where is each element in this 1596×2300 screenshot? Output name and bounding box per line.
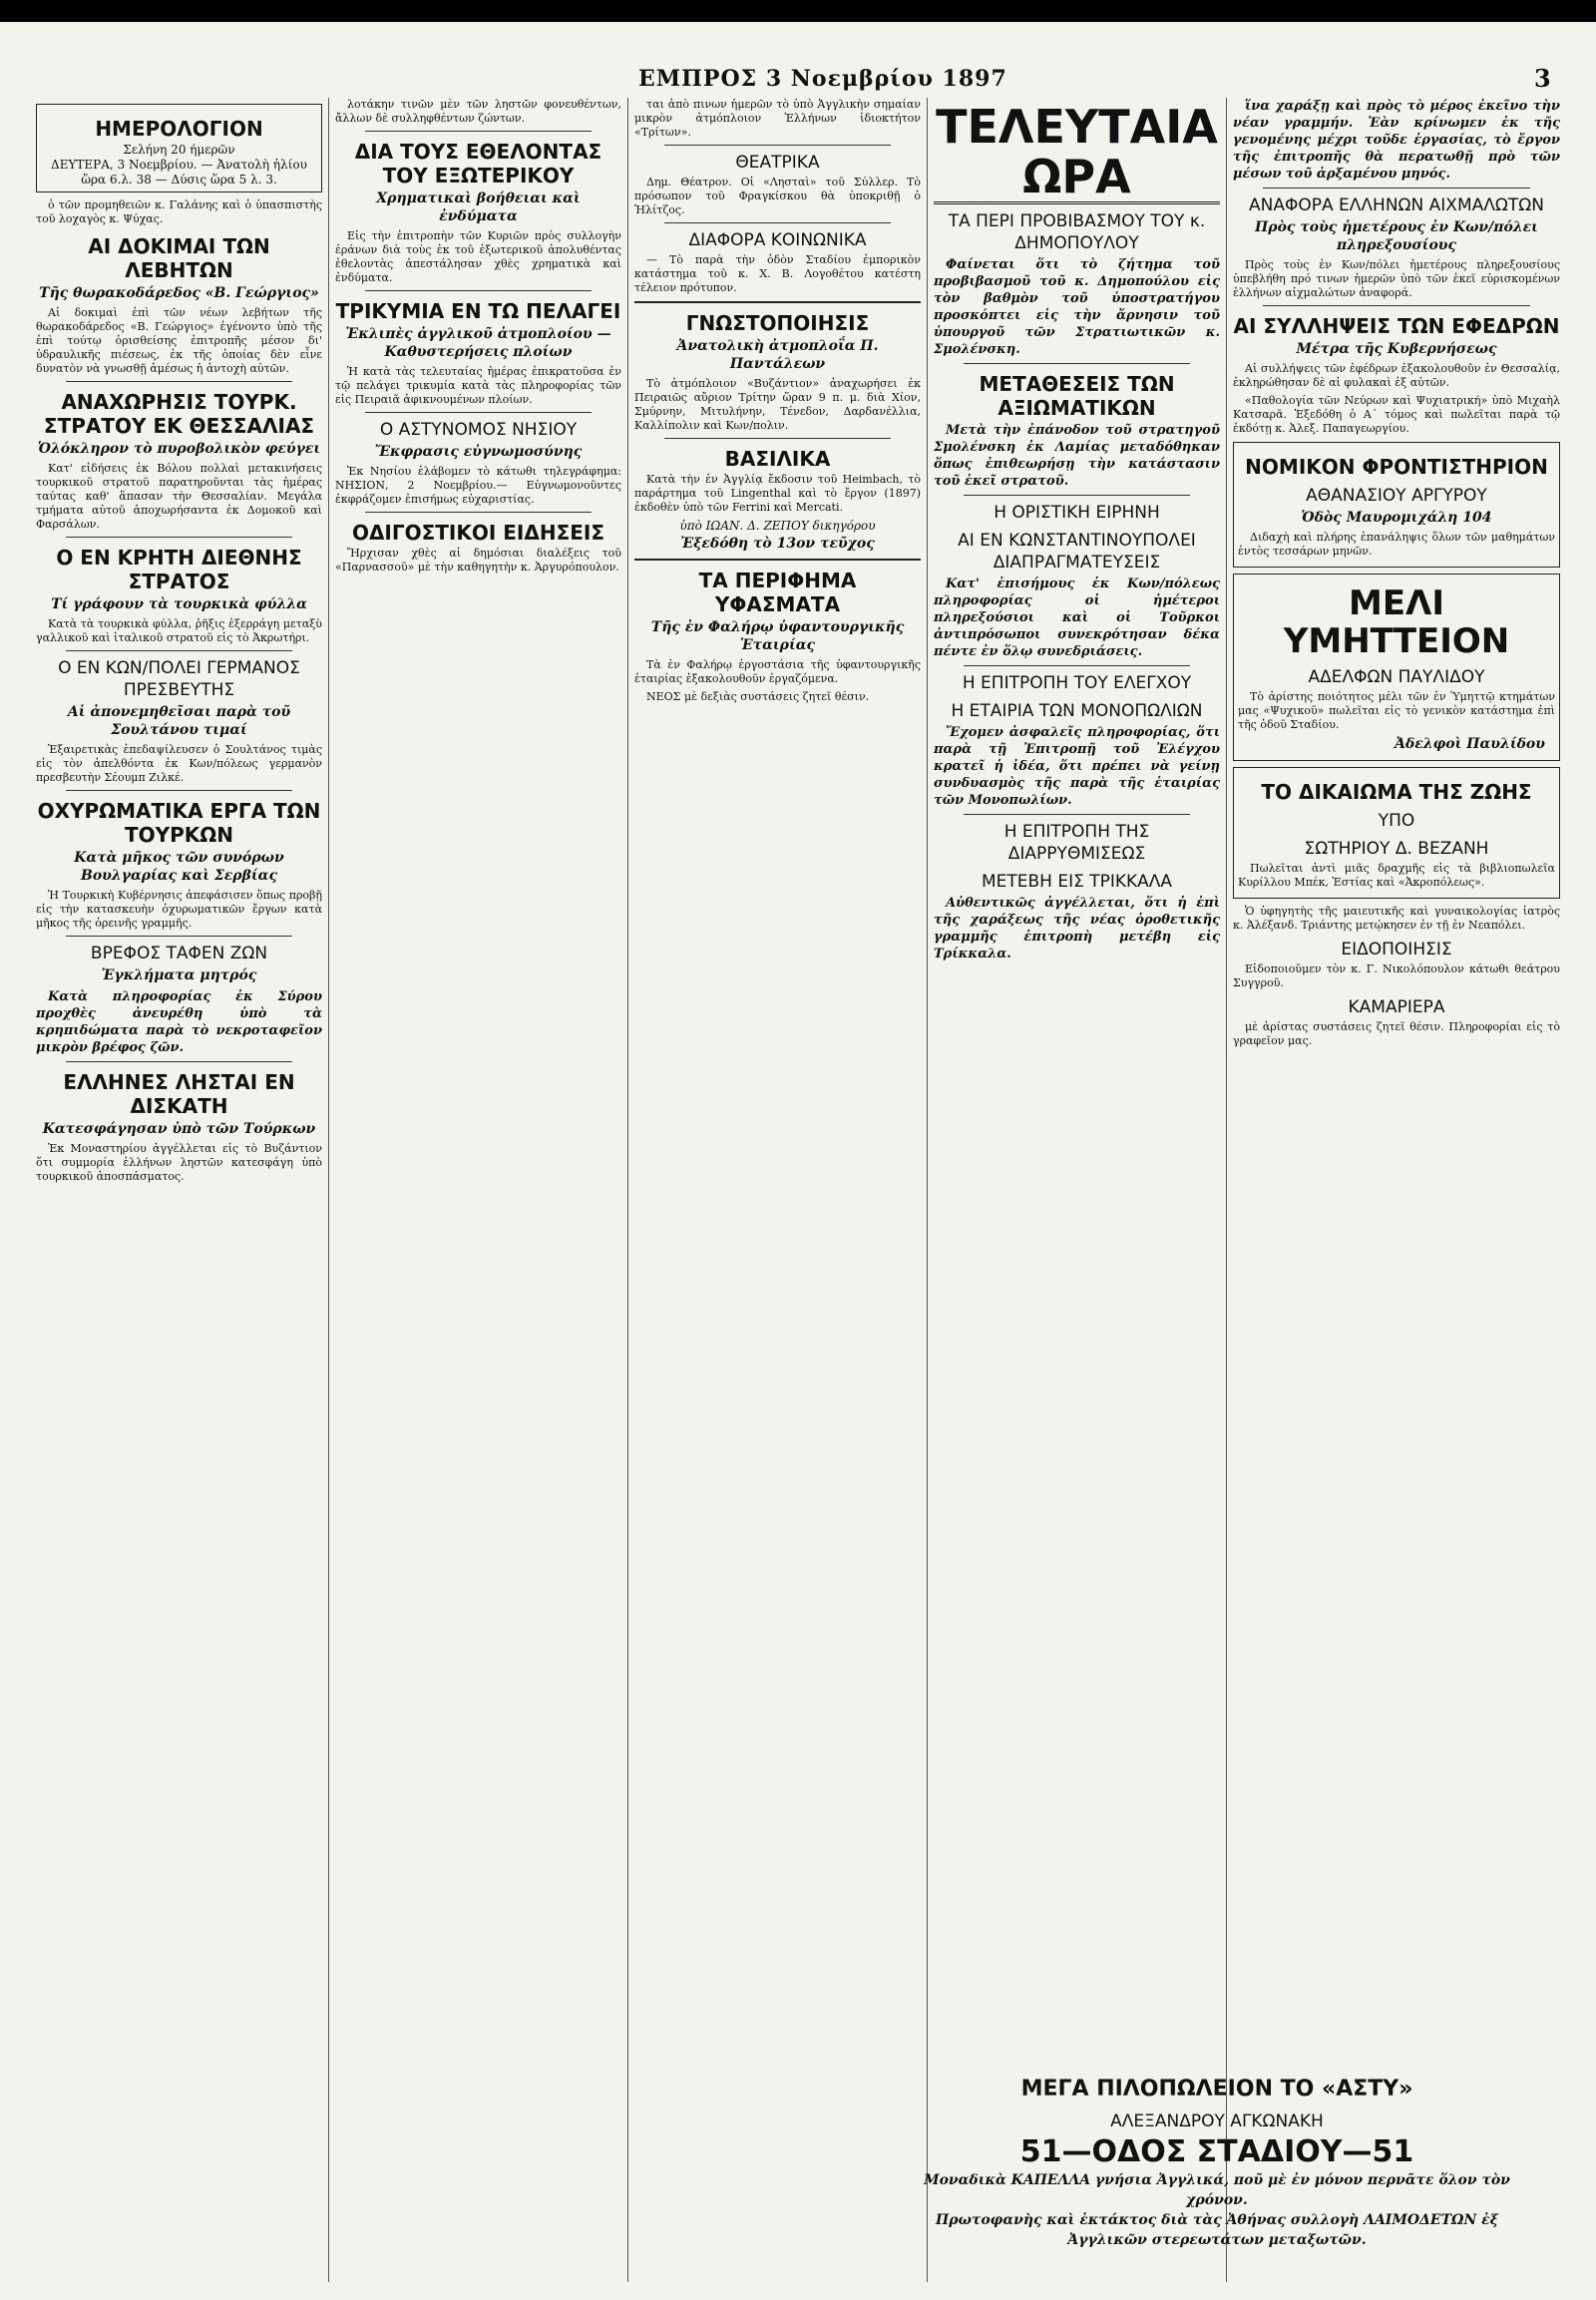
article-text: — Τὸ παρὰ τὴν ὁδὸν Σταδίου ἐμπορικὸν κατάστημα τοῦ κ. Χ. Β. Λογοθέτου κατέστη τέλειον πρότυπον. bbox=[634, 253, 921, 294]
article-text: Δημ. Θέατρον. Οἱ «Λησταὶ» τοῦ Σύλλερ. Τὸ πρόσωπον τοῦ Φραγκίσκου θὰ ὑποκριθῇ ὁ Ἠλίτζος. bbox=[634, 176, 921, 216]
page-number: 3 bbox=[1534, 64, 1551, 93]
ad-title: ΝΟΜΙΚΟΝ ΦΡΟΝΤΙΣΤΗΡΙΟΝ bbox=[1245, 455, 1548, 479]
headline: ΑΝΑΦΟΡΑ ΕΛΛΗΝΩΝ ΑΙΧΜΑΛΩΤΩΝ bbox=[1249, 195, 1544, 215]
masthead-title: ΕΜΠΡΟΣ 3 Νοεμβρίου 1897 bbox=[638, 66, 1007, 92]
divider bbox=[964, 495, 1190, 496]
column-1 bbox=[30, 98, 329, 2282]
ad-subtitle: ΑΘΑΝΑΣΙΟΥ ΑΡΓΥΡΟΥ bbox=[1306, 486, 1487, 506]
ad-title: ΜΕΓΑ ΠΙΛΟΠΩΛΕΙΟΝ ΤΟ «ΑΣΤΥ» bbox=[1020, 2077, 1413, 2102]
headline: Ο ΑΣΤΥΝΟΜΟΣ ΝΗΣΙΟΥ bbox=[379, 420, 578, 440]
divider bbox=[365, 512, 592, 513]
article-text: Κατὰ τὴν ἐν Ἀγγλίᾳ ἔκδοσιν τοῦ Heimbach, τὸ παράρτημα τοῦ Lingenthal καὶ τὸ ἔργον (1897) ἐκδοθὲν ὑπὸ τῶν Ferrini καὶ Mercati. bbox=[634, 473, 921, 514]
headline: ΕΛΛΗΝΕΣ ΛΗΣΤΑΙ ΕΝ ΔΙΣΚΑΤΗ bbox=[63, 1070, 295, 1118]
article-text: Ἐκ Νησίου ἐλάβομεν τὸ κάτωθι τηλεγράφημα: ΝΗΣΙΟΝ, 2 Νοεμβρίου.— Εὐγνωμονοῦντες ἐκφράζομεν ἐπισήμως εὐχαριστίας. bbox=[335, 465, 621, 506]
publication-author: ὑπὸ ΙΩΑΝ. Δ. ΖΕΠΟΥ δικηγόρου bbox=[679, 519, 876, 533]
ad-text: Διδαχὴ καὶ πλήρης ἐπανάληψις ὅλων τῶν μαθημάτων ἐντὸς τεσσάρων μηνῶν. bbox=[1238, 531, 1555, 558]
bottom-hat-shop-ad bbox=[898, 2075, 1536, 2250]
ad-by: ΥΠΟ bbox=[1378, 811, 1415, 831]
ad-signature: Ἀδελφοὶ Παυλίδου bbox=[1395, 736, 1545, 752]
subheadline: Ἀνατολικὴ ἀτμοπλοΐα Π. Παντάλεων bbox=[676, 338, 879, 372]
headline: ΤΡΙΚΥΜΙΑ ΕΝ ΤΩ ΠΕΛΑΓΕΙ bbox=[335, 299, 621, 323]
ad-owner: ΑΛΕΞΑΝΔΡΟΥ ΑΓΚΩΝΑΚΗ bbox=[1110, 2111, 1324, 2131]
headline: Η ΕΠΙΤΡΟΠΗ ΤΗΣ ΔΙΑΡΡΥΘΜΙΣΕΩΣ bbox=[1003, 822, 1150, 864]
divider bbox=[1263, 305, 1530, 306]
ad-subtitle: ΑΔΕΛΦΩΝ ΠΑΥΛΙΔΟΥ bbox=[1308, 667, 1485, 687]
headline-last-hour: ΤΕΛΕΥΤΑΙΑ ΩΡΑ bbox=[934, 102, 1220, 204]
headline: ΤΑ ΠΕΡΙΦΗΜΑ ΥΦΑΣΜΑΤΑ bbox=[698, 569, 857, 616]
divider bbox=[365, 412, 592, 413]
ephemeris-line: Σελήνη 20 ήμερῶν bbox=[123, 143, 235, 157]
subheadline: Πρὸς τοὺς ἡμετέρους ἐν Κων/πόλει πληρεξουσίους bbox=[1255, 219, 1538, 253]
subheadline: ΜΕΤΕΒΗ ΕΙΣ ΤΡΙΚΚΑΛΑ bbox=[981, 872, 1173, 892]
article-text: Τὸ ἀτμόπλοιον «Βυζάντιον» ἀναχωρήσει ἐκ Πειραιῶς αὔριον Τρίτην ὥραν 9 π. μ. διὰ Χίον, Σμύρνην, Μιτυλήνην, Τένεδον, Δαρδανέλλια, Καλλίπολιν καὶ Κων/πολιν. bbox=[634, 377, 921, 432]
ad-address: Ὁδὸς Μαυρομιχάλη 104 bbox=[1301, 510, 1492, 526]
subheadline: Η ΕΤΑΙΡΙΑ ΤΩΝ ΜΟΝΟΠΩΛΙΩΝ bbox=[951, 701, 1203, 721]
ad-book bbox=[1233, 767, 1560, 899]
classified-text: ΝΕΟΣ μὲ δεξιὰς συστάσεις ζητεῖ θέσιν. bbox=[646, 690, 870, 703]
divider bbox=[66, 537, 292, 538]
article-text: Κατ' ἐπισήμους ἐκ Κων/πόλεως πληροφορίας οἱ ἡμέτεροι πληρεξούσιοι καὶ οἱ Τοῦρκοι ἀντιπρόσωποι συνεκρότησαν δέκα πέντε ἐν ὅλῳ συνεδριάσεις. bbox=[934, 576, 1220, 659]
headline: Η ΕΠΙΤΡΟΠΗ ΤΟΥ ΕΛΕΓΧΟΥ bbox=[962, 673, 1192, 693]
article-text: Ἡ κατὰ τὰς τελευταίας ἡμέρας ἐπικρατοῦσα ἐν τῷ πελάγει τρικυμία κατὰ τὰς πληροφορίας τῶν εἰς Πειραιᾶ ἀφικνουμένων πλοίων. bbox=[335, 365, 621, 406]
classified-text: Ὁ ὑφηγητὴς τῆς μαιευτικῆς καὶ γυναικολογίας ἰατρὸς κ. Ἀλέξανδ. Τριάντης μετῴκησεν ἐν τῇ ἐν Νεαπόλει. bbox=[1233, 905, 1560, 932]
publication-issue: Ἐξεδόθη τὸ 13ον τεῦχος bbox=[680, 536, 875, 552]
column-2 bbox=[329, 98, 628, 2282]
subheadline: Ὁλόκληρον τὸ πυροβολικὸν φεύγει bbox=[37, 441, 321, 457]
ad-line: Πρωτοφανὴς καὶ ἐκτάκτος διὰ τὰς Ἀθήνας συλλογὴ ΛΑΙΜΟΔΕΤΩΝ ἐξ Ἀγγλικῶν στερεωτάτων μεταξωτῶν. bbox=[936, 2212, 1498, 2248]
subheadline: Χρηματικαὶ βοήθειαι καὶ ἐνδύματα bbox=[376, 191, 581, 224]
article-text: Φαίνεται ὅτι τὸ ζήτημα τοῦ προβιβασμοῦ τοῦ κ. Δημοπούλου εἰς τὸν βαθμὸν τοῦ ὑποστρατήγου προσκόπτει εἰς τὴν ἄρνησιν τοῦ ὑπουργοῦ τῶν Στρατιωτικῶν κ. Σμολένσκη. bbox=[934, 257, 1220, 357]
headline: ΟΧΥΡΩΜΑΤΙΚΑ ΕΡΓΑ ΤΩΝ ΤΟΥΡΚΩΝ bbox=[37, 799, 321, 847]
ad-address: 51—ΟΔΟΣ ΣΤΑΔΙΟΥ—51 bbox=[1019, 2134, 1414, 2169]
book-ad-text: «Παθολογία τῶν Νεύρων καὶ Ψυχιατρική» ὑπὸ Μιχαὴλ Κατσαρᾶ. Ἐξεδόθη ὁ Α΄ τόμος καὶ πωλεῖται παρὰ τῷ ἐκδότῃ κ. Ἀλεξ. Παπαγεωργίου. bbox=[1233, 394, 1560, 435]
classified-text: Εἰδοποιοῦμεν τὸν κ. Γ. Νικολόπουλον κάτωθι θεάτρου Συγγροῦ. bbox=[1233, 962, 1560, 989]
headline: ΘΕΑΤΡΙΚΑ bbox=[735, 153, 820, 173]
headline: ΑΙ ΔΟΚΙΜΑΙ ΤΩΝ ΛΕΒΗΤΩΝ bbox=[88, 234, 270, 282]
article-text: Κατὰ πληροφορίας ἐκ Σύρου προχθὲς ἀνευρέθη ὑπὸ τὰ κρηπιδώματα παρὰ τὸ νεκροταφεῖον μικρὸν βρέφος ζῶν. bbox=[36, 989, 322, 1055]
divider bbox=[964, 363, 1190, 364]
headline: ΚΑΜΑΡΙΕΡΑ bbox=[1348, 997, 1445, 1017]
article-text: Πρὸς τοὺς ἐν Κων/πόλει ἡμετέρους πληρεξουσίους ὑπεβλήθη πρό τινων ἡμερῶν ὑπὸ τῶν ἐκεῖ εὑρισκομένων ἑλλήνων αἰχμαλώτων ἀναφορά. bbox=[1233, 258, 1560, 299]
article-text: Ἡ Τουρκικὴ Κυβέρνησις ἀπεφάσισεν ὅπως προβῇ εἰς τὴν κατασκευὴν ὀχυρωματικῶν ἔργων κατὰ μῆκος τῆς ὀρεινῆς γραμμῆς. bbox=[36, 889, 322, 930]
divider bbox=[664, 222, 891, 223]
subheadline: Ἔκφρασις εὐγνωμοσύνης bbox=[374, 444, 583, 460]
headline: ΔΙΑΦΟΡΑ ΚΟΙΝΩΝΙΚΑ bbox=[688, 230, 867, 250]
headline: ΑΝΑΧΩΡΗΣΙΣ ΤΟΥΡΚ. ΣΤΡΑΤΟΥ ΕΚ ΘΕΣΣΑΛΙΑΣ bbox=[43, 390, 315, 438]
divider bbox=[66, 936, 292, 937]
ad-text: Πωλεῖται ἀντὶ μιᾶς δραχμῆς εἰς τὰ βιβλιοπωλεῖα Κυρίλλου Μπέκ, Ἑστίας καὶ «Ἀκροπόλεως». bbox=[1238, 862, 1555, 889]
divider bbox=[964, 665, 1190, 666]
article-text: Αὐθεντικῶς ἀγγέλλεται, ὅτι ἡ ἐπὶ τῆς χαράξεως τῆς νέας ὁροθετικῆς γραμμῆς ἐπιτροπὴ μετέβη εἰς Τρίκκαλα. bbox=[934, 896, 1220, 961]
column-5 bbox=[1227, 98, 1566, 2282]
headline: ΟΔΙΓΟΣΤΙΚΟΙ ΕΙΔΗΣΕΙΣ bbox=[351, 521, 605, 545]
headline: ΔΙΑ ΤΟΥΣ ΕΘΕΛΟΝΤΑΣ ΤΟΥ ΕΞΩΤΕΡΙΚΟΥ bbox=[354, 140, 602, 188]
ad-honey bbox=[1233, 574, 1560, 761]
newspaper-columns bbox=[30, 98, 1566, 2282]
article-text: ὁ τῶν προμηθειῶν κ. Γαλάνης καὶ ὁ ὑπασπιστὴς τοῦ λοχαγὸς κ. Ψύχας. bbox=[36, 198, 322, 225]
subheadline: Ἐγκλήματα μητρός bbox=[101, 967, 257, 983]
ad-title: ΤΟ ΔΙΚΑΙΩΜΑ ΤΗΣ ΖΩΗΣ bbox=[1261, 780, 1532, 804]
subheadline: Τί γράφουν τὰ τουρκικὰ φύλλα bbox=[51, 596, 307, 612]
article-text: Μετὰ τὴν ἐπάνοδον τοῦ στρατηγοῦ Σμολένσκη ἐκ Λαμίας μεταδόθηκαν ὅπως ἐπιθεωρήσῃ τὴν κατάστασιν τοῦ ἐκεῖ στρατοῦ. bbox=[934, 423, 1220, 489]
classified-text: μὲ ἀρίστας συστάσεις ζητεῖ θέσιν. Πληροφορίαι εἰς τὸ γραφεῖον μας. bbox=[1233, 1020, 1560, 1047]
headline: ΒΑΣΙΛΙΚΑ bbox=[724, 447, 831, 471]
article-text: Ἐξαιρετικὰς ἐπεδαψίλευσεν ὁ Σουλτάνος τιμὰς εἰς τὸν ἀπελθόντα ἐκ Κων/πόλεως γερμανὸν πρεσβευτὴν Σέουμπ Ζιλκέ. bbox=[36, 743, 322, 784]
headline: ΤΑ ΠΕΡΙ ΠΡΟΒΙΒΑΣΜΟΥ ΤΟΥ κ. ΔΗΜΟΠΟΥΛΟΥ bbox=[948, 211, 1206, 253]
divider bbox=[964, 814, 1190, 815]
divider bbox=[365, 131, 592, 132]
headline: ΓΝΩΣΤΟΠΟΙΗΣΙΣ bbox=[685, 311, 870, 335]
divider bbox=[634, 559, 921, 561]
article-text: Αἱ συλλήψεις τῶν ἐφέδρων ἐξακολουθοῦν ἐν Θεσσαλίᾳ, ἐκληρώθησαν δὲ αἱ φυλακαὶ ἐξ αὐτῶν. bbox=[1233, 362, 1560, 389]
headline: ΒΡΕΦΟΣ ΤΑΦΕΝ ΖΩΝ bbox=[90, 944, 268, 963]
article-text: Ἔχομεν ἀσφαλεῖς πληροφορίας, ὅτι παρὰ τῇ Ἐπιτροπῇ τοῦ Ἐλέγχου κρατεῖ ἡ ἰδέα, ὅτι πρέπει νὰ γείνῃ συνδυασμὸς τῆς παρὰ τῆς ἑταιρίας τῶν Μονοπωλίων. bbox=[934, 725, 1220, 808]
subheadline: Κατὰ μῆκος τῶν συνόρων Βουλγαρίας καὶ Σερβίας bbox=[74, 850, 284, 884]
divider bbox=[664, 438, 891, 439]
ephemeris-box bbox=[36, 104, 322, 192]
top-black-bar bbox=[0, 0, 1596, 22]
headline: ΑΙ ΣΥΛΛΗΨΕΙΣ ΤΩΝ ΕΦΕΔΡΩΝ bbox=[1233, 314, 1560, 338]
headline: Ο ΕΝ ΚΡΗΤΗ ΔΙΕΘΝΗΣ ΣΤΡΑΤΟΣ bbox=[56, 546, 302, 593]
subheadline: Ἐκλιπὲς ἀγγλικοῦ ἀτμοπλοίου — Καθυστερήσεις πλοίων bbox=[345, 326, 611, 360]
ad-author: ΣΩΤΗΡΙΟΥ Δ. ΒΕΖΑΝΗ bbox=[1304, 839, 1489, 859]
ad-line: Μοναδικὰ ΚΑΠΕΛΛΑ γνήσια Ἀγγλικά, ποῦ μὲ ἐν μόνον περνᾶτε ὅλον τὸν χρόνον. bbox=[924, 2172, 1510, 2208]
masthead bbox=[0, 60, 1596, 98]
article-text: ται ἀπὸ πινων ἡμερῶν τὸ ὑπὸ Ἀγγλικὴν σημαίαν μικρὸν ἀτμόπλοιον Ἑλλήνων ἰδιοκτήτον «Τρίτων». bbox=[634, 98, 921, 139]
ephemeris-line: ΔΕΥΤΕΡΑ, 3 Νοεμβρίου. — Ἀνατολὴ ἡλίου ὥρα 6.λ. 38 — Δύσις ὥρα 5 λ. 3. bbox=[51, 158, 307, 187]
subheadline: Κατεσφάγησαν ὑπὸ τῶν Τούρκων bbox=[42, 1121, 316, 1137]
article-text: λοτάκην τινῶν μὲν τῶν ληστῶν φονευθέντων, ἄλλων δὲ συλληφθέντων ζώντων. bbox=[335, 98, 621, 125]
headline: ΜΕΤΑΘΕΣΕΙΣ ΤΩΝ ΑΞΙΩΜΑΤΙΚΩΝ bbox=[979, 372, 1175, 420]
subheadline: Μέτρα τῆς Κυβερνήσεως bbox=[1296, 341, 1497, 357]
divider bbox=[365, 290, 592, 291]
subheadline: Τῆς θωρακοδάρεδος «Β. Γεώργιος» bbox=[39, 285, 319, 301]
ad-text: Τὸ ἀρίστης ποιότητος μέλι τῶν ἐν Ὑμηττῷ κτημάτων μας «Ψυχικοῦ» πωλεῖται εἰς τὸ γενικὸν κατάστημα ἐπὶ τῆς ὁδοῦ Σταδίου. bbox=[1238, 690, 1555, 731]
column-4 bbox=[928, 98, 1227, 2282]
article-text: Ἤρχισαν χθὲς αἱ δημόσιαι διαλέξεις τοῦ «Παρνασσοῦ» μὲ τὴν καθηγητὴν κ. Ἀργυρόπουλον. bbox=[335, 547, 621, 574]
headline: Η ΟΡΙΣΤΙΚΗ ΕΙΡΗΝΗ bbox=[994, 503, 1160, 523]
article-text: Εἰς τὴν ἐπιτροπὴν τῶν Κυριῶν πρὸς συλλογὴν ἐράνων διὰ τοὺς ἐκ τοῦ ἐξωτερικοῦ ἀπολυθέντας ἐθελοντὰς ἀπεστάλησαν χθὲς χρηματικὰ καὶ ἐνδύματα. bbox=[335, 229, 621, 284]
divider bbox=[66, 381, 292, 382]
divider bbox=[66, 650, 292, 651]
column-3 bbox=[628, 98, 928, 2282]
article-text: Αἱ δοκιμαὶ ἐπὶ τῶν νέων λεβήτων τῆς θωρακοδάρεδος «Β. Γεώργιος» ἐγένοντο ὑπὸ τῆς ἐπὶ τούτῳ ὁρισθείσης ἐπιτροπῆς μέσον δι' ὑδραυλικῆς πιέσεως, ἐκ τῆς ὁποίας δὲν εἶνε δυνατὸν νὰ γνωσθῇ ἀμέσως ἡ ἀντοχὴ αὐτῶν. bbox=[36, 306, 322, 375]
divider bbox=[66, 790, 292, 791]
ephemeris-title: ΗΜΕΡΟΛΟΓΙΟΝ bbox=[95, 117, 263, 141]
subheadline: Τῆς ἐν Φαλήρῳ ὑφαντουργικῆς Ἑταιρίας bbox=[650, 619, 905, 653]
headline: ΕΙΔΟΠΟΙΗΣΙΣ bbox=[1341, 940, 1452, 959]
divider bbox=[1263, 188, 1530, 189]
article-text: Τὰ ἐν Φαλήρῳ ἐργοστάσια τῆς ὑφαντουργικῆς ἑταιρίας ἐξακολουθοῦν ἐργαζόμενα. bbox=[634, 658, 921, 685]
article-text: Κατὰ τὰ τουρκικὰ φύλλα, ῥῆξις ἐξερράγη μεταξὺ γαλλικοῦ καὶ ἰταλικοῦ στρατοῦ εἰς τὸ Ἀκρωτήρι. bbox=[36, 617, 322, 644]
subheadline: ΑΙ ΕΝ ΚΩΝΣΤΑΝΤΙΝΟΥΠΟΛΕΙ ΔΙΑΠΡΑΓΜΑΤΕΥΣΕΙΣ bbox=[958, 531, 1196, 573]
headline: Ο ΕΝ ΚΩΝ/ΠΟΛΕΙ ΓΕΡΜΑΝΟΣ ΠΡΕΣΒΕΥΤΗΣ bbox=[58, 658, 300, 700]
article-text: ἵνα χαράξῃ καὶ πρὸς τὸ μέρος ἐκεῖνο τὴν νέαν γραμμήν. Ἐὰν κρίνωμεν ἐκ τῆς γενομένης μέχρι τοῦδε ἐργασίας, τὸ ἔργον τῆς ἐπιτροπῆς θὰ περατωθῇ πρὸ τῶν μέσων τοῦ ἀρξαμένου μηνός. bbox=[1233, 99, 1560, 182]
ad-title: ΜΕΛΙ ΥΜΗΤΤΕΙΟΝ bbox=[1283, 583, 1510, 661]
divider bbox=[664, 145, 891, 146]
divider bbox=[634, 301, 921, 303]
subheadline: Αἱ ἀπονεμηθεῖσαι παρὰ τοῦ Σουλτάνου τιμαί bbox=[67, 704, 291, 738]
divider bbox=[66, 1061, 292, 1062]
article-text: Ἐκ Μοναστηρίου ἀγγέλλεται εἰς τὸ Βυζάντιον ὅτι συμμορία ἑλλήνων ληστῶν κατεσφάγη ὑπὸ τουρκικοῦ ἀποσπάσματος. bbox=[36, 1142, 322, 1183]
ad-law-school bbox=[1233, 442, 1560, 568]
article-text: Κατ' εἰδήσεις ἐκ Βόλου πολλαὶ μετακινήσεις τουρκικοῦ στρατοῦ παρατηροῦνται τὰς ἡμέρας ταύτας καθ' ἅπασαν τὴν Θεσσαλίαν. Μεγάλα τμήματα αὐτοῦ ἀποχωρήσαντα ἐκ Δομοκοῦ καὶ Φαρσάλων. bbox=[36, 462, 322, 531]
